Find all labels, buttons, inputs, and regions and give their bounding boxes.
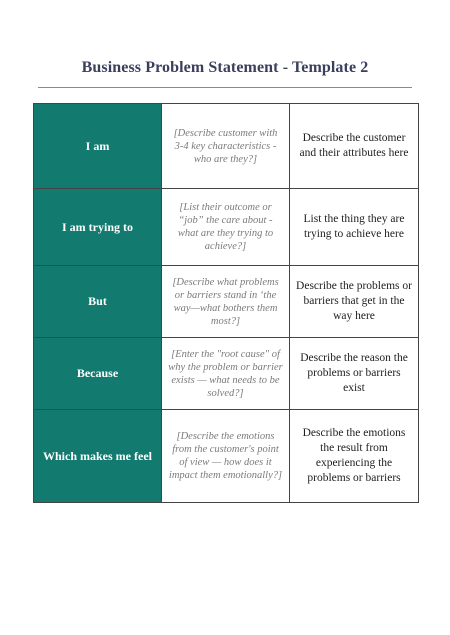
row-label-which-makes-me-feel: Which makes me feel — [34, 410, 162, 503]
row-prompt: [Describe what problems or barriers stand in ‘the way—what bothers them most?] — [162, 266, 290, 338]
row-description: Describe the reason the problems or barriers exist — [290, 338, 419, 410]
row-prompt: [List their outcome or “job” the care about - what are they trying to achieve?] — [162, 189, 290, 266]
row-prompt: [Describe the emotions from the customer's point of view — how does it impact them emotionally?] — [162, 410, 290, 503]
title-divider — [38, 87, 412, 88]
table-row — [34, 104, 419, 189]
row-label-but: But — [34, 266, 162, 338]
problem-statement-table — [33, 103, 419, 503]
table-row — [34, 338, 419, 410]
table-row — [34, 189, 419, 266]
row-label-i-am: I am — [34, 104, 162, 189]
row-label-i-am-trying-to: I am trying to — [34, 189, 162, 266]
row-description: Describe the problems or barriers that get in the way here — [290, 266, 419, 338]
row-prompt: [Enter the "root cause" of why the problem or barrier exists — what needs to be solved?] — [162, 338, 290, 410]
table-row — [34, 266, 419, 338]
row-description: List the thing they are trying to achieve here — [290, 189, 419, 266]
row-description: Describe the customer and their attributes here — [290, 104, 419, 189]
row-label-because: Because — [34, 338, 162, 410]
table-row — [34, 410, 419, 503]
row-description: Describe the emotions the result from experiencing the problems or barriers — [290, 410, 419, 503]
row-prompt: [Describe customer with 3-4 key characteristics - who are they?] — [162, 104, 290, 189]
page-title: Business Problem Statement - Template 2 — [81, 59, 369, 76]
